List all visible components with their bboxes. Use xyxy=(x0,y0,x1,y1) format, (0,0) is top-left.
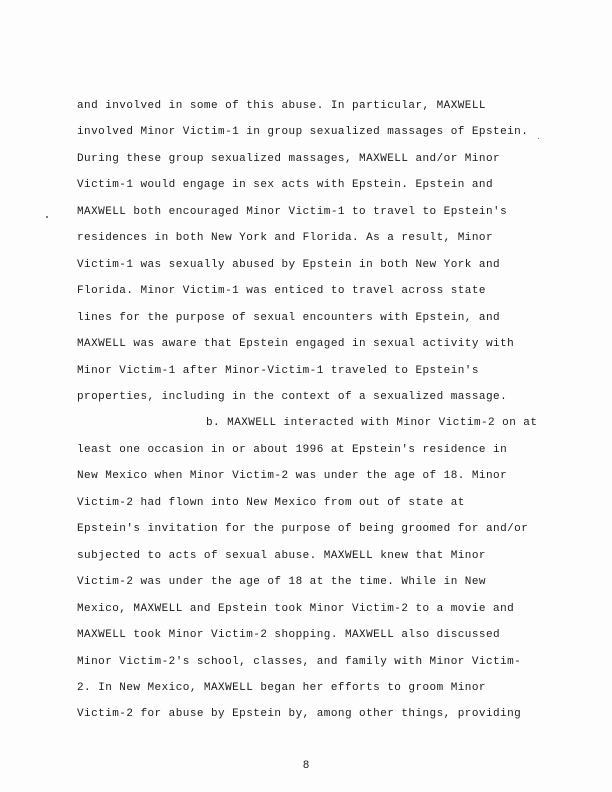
body-text-line: Minor Victim-1 after Minor-Victim-1 traveled to Epstein's xyxy=(77,365,479,377)
paragraph-b-start: b. MAXWELL interacted with Minor Victim-2 on at xyxy=(206,417,538,429)
body-text-line: Victim-2 was under the age of 18 at the time. While in New xyxy=(77,576,486,588)
body-text-line: involved Minor Victim-1 in group sexualized massages of Epstein. xyxy=(77,126,529,138)
body-text-line: Epstein's invitation for the purpose of being groomed for and/or xyxy=(77,523,529,535)
body-text-line: During these group sexualized massages, MAXWELL and/or Minor xyxy=(77,153,501,165)
body-text-line: MAXWELL took Minor Victim-2 shopping. MAXWELL also discussed xyxy=(77,629,501,641)
body-text-line: residences in both New York and Florida. As a result, Minor xyxy=(77,232,494,244)
body-text-line: Victim-1 was sexually abused by Epstein in both New York and xyxy=(77,259,501,271)
body-text-line: Florida. Minor Victim-1 was enticed to travel across state xyxy=(77,285,486,297)
body-text-line: and involved in some of this abuse. In particular, MAXWELL xyxy=(77,100,486,112)
body-text-line: 2. In New Mexico, MAXWELL began her efforts to groom Minor xyxy=(77,682,486,694)
body-text-line: Victim-2 had flown into New Mexico from out of state at xyxy=(77,497,465,509)
body-text-line: Victim-1 would engage in sex acts with Epstein. Epstein and xyxy=(77,179,494,191)
body-text-line: Victim-2 for abuse by Epstein by, among other things, providing xyxy=(77,708,522,720)
body-text-line: New Mexico when Minor Victim-2 was under the age of 18. Minor xyxy=(77,470,508,482)
body-text-line: MAXWELL both encouraged Minor Victim-1 to travel to Epstein's xyxy=(77,206,508,218)
body-text-line: properties, including in the context of a sexualized massage. xyxy=(77,391,508,403)
body-text-line: subjected to acts of sexual abuse. MAXWELL knew that Minor xyxy=(77,550,486,562)
page-number: 8 xyxy=(302,760,310,772)
body-text-line: Mexico, MAXWELL and Epstein took Minor Victim-2 to a movie and xyxy=(77,603,515,615)
body-text-line: lines for the purpose of sexual encounters with Epstein, and xyxy=(77,312,501,324)
scan-artifact xyxy=(538,138,539,139)
body-text-line: MAXWELL was aware that Epstein engaged in sexual activity with xyxy=(77,338,515,350)
body-text-line: Minor Victim-2's school, classes, and family with Minor Victim- xyxy=(77,656,522,668)
body-text-line: least one occasion in or about 1996 at Epstein's residence in xyxy=(77,444,508,456)
scan-artifact xyxy=(46,216,48,218)
